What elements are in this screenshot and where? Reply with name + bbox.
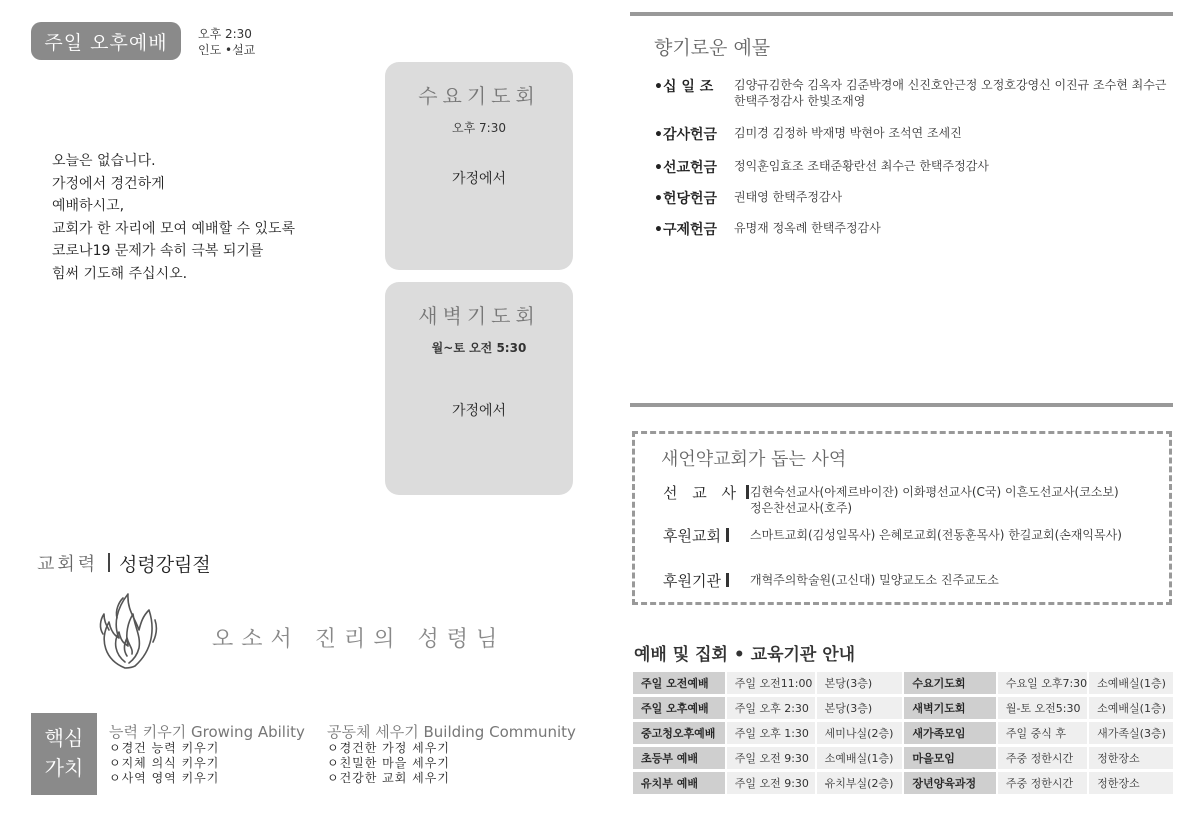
- ministry-label-text: 후원기관: [663, 572, 721, 590]
- schedule-time: 주일 오전 9:30: [727, 772, 815, 794]
- schedule-table: [631, 669, 1175, 797]
- core-values-label-line1: 핵심: [44, 726, 84, 750]
- schedule-place: 본당(3층): [817, 697, 903, 719]
- schedule-time: 주일 중식 후: [998, 722, 1087, 744]
- table-row: [633, 697, 1173, 719]
- dawn-prayer-place: 가정에서: [451, 403, 507, 419]
- church-calendar-label: 교회력: [37, 554, 99, 575]
- offering-label: •구제헌금: [654, 222, 718, 238]
- schedule-place: 본당(3층): [817, 672, 903, 694]
- schedule-time: 주일 오전 9:30: [727, 747, 815, 769]
- offering-names: 정익훈임효조 조태준황란선 최수근 한택주정감사: [734, 159, 989, 173]
- divider: [746, 485, 749, 499]
- schedule-event: 새가족모임: [904, 722, 995, 744]
- afternoon-service-info: [198, 26, 255, 58]
- value-group-list: [327, 741, 450, 786]
- flame-icon: [95, 588, 161, 672]
- schedule-title: 예배 및 집회 • 교육기관 안내: [634, 645, 856, 665]
- value-item: ㅇ지체 의식 키우기: [109, 756, 220, 770]
- schedule-time: 주중 정한시간: [998, 772, 1087, 794]
- schedule-event: 초등부 예배: [633, 747, 725, 769]
- schedule-place: 정한장소: [1089, 772, 1173, 794]
- dawn-prayer-title: 새벽기도회: [418, 304, 540, 328]
- offering-label: •감사헌금: [654, 127, 718, 143]
- schedule-place: 소예배실(1층): [1089, 697, 1173, 719]
- table-row: [633, 772, 1173, 794]
- schedule-event: 마을모임: [904, 747, 995, 769]
- dawn-prayer-time: 월~토 오전 5:30: [431, 341, 527, 355]
- schedule-place: 정한장소: [1089, 747, 1173, 769]
- value-group-heading: 공동체 세우기 Building Community: [327, 723, 576, 741]
- schedule-place: 소예배실(1층): [1089, 672, 1173, 694]
- schedule-event: 수요기도회: [904, 672, 995, 694]
- message-line: 교회가 한 자리에 모여 예배할 수 있도록: [52, 220, 296, 237]
- ministry-row: [663, 570, 1143, 591]
- value-item: ㅇ사역 영역 키우기: [109, 771, 220, 785]
- message-line: 코로나19 문제가 속히 극복 되기를: [52, 243, 264, 259]
- offering-names: 권태영 한택주정감사: [734, 190, 843, 204]
- offering-row: [654, 157, 1174, 177]
- offerings-title: 향기로운 예물: [654, 37, 771, 59]
- schedule-time: 주일 오전11:00: [727, 672, 815, 694]
- value-item: ㅇ경건한 가정 세우기: [327, 741, 450, 755]
- wednesday-prayer-place: 가정에서: [451, 171, 507, 187]
- schedule-place: 새가족실(3층): [1089, 722, 1173, 744]
- schedule-place: 세미나실(2층): [817, 722, 903, 744]
- ministry-names: 스마트교회(김성일목사) 은혜로교회(전동훈목사) 한길교회(손재익목사): [750, 528, 1122, 542]
- offering-label: •선교헌금: [654, 160, 718, 176]
- offering-row: [654, 188, 1174, 208]
- table-row: [633, 722, 1173, 744]
- divider: [726, 528, 729, 542]
- ministry-row: [663, 525, 1143, 546]
- table-row: [633, 672, 1173, 694]
- offering-names: 김양규김한숙 김옥자 김준박경애 신진호안근정 오정호강영신 이진규 조수현 최수근 한택주정감사 한빛조재영: [734, 78, 1167, 108]
- offering-row: [654, 124, 1174, 144]
- offering-names: 김미경 김정하 박재명 박현아 조석연 조세진: [734, 126, 962, 140]
- schedule-time: 수요일 오후7:30: [998, 672, 1087, 694]
- schedule-event: 중고청오후예배: [633, 722, 725, 744]
- divider: [726, 573, 729, 587]
- ministry-names: 개혁주의학술원(고신대) 밀양교도소 진주교도소: [750, 573, 999, 587]
- wednesday-prayer-time: 오후 7:30: [452, 121, 506, 135]
- schedule-time: 주일 오후 1:30: [727, 722, 815, 744]
- afternoon-service-title: 주일 오후예배: [31, 22, 181, 60]
- offering-names: 유명재 정옥례 한택주정감사: [734, 221, 881, 235]
- schedule-event: 유치부 예배: [633, 772, 725, 794]
- message-line: 가정에서 경건하게: [52, 175, 165, 192]
- core-values-label-line2: 가치: [44, 756, 84, 780]
- ministries-title: 새언약교회가 돕는 사역: [661, 449, 847, 470]
- schedule-time: 주중 정한시간: [998, 747, 1087, 769]
- schedule-place: 소예배실(1층): [817, 747, 903, 769]
- message-line: 예배하시고,: [52, 198, 125, 214]
- schedule-event: 장년양육과정: [904, 772, 995, 794]
- ministry-label-text: 선 교 사: [663, 484, 742, 502]
- ministry-label: [663, 525, 750, 546]
- calendar-slogan: 오소서 진리의 성령님: [212, 627, 506, 652]
- value-group-list: [109, 741, 219, 786]
- ministry-row: [663, 482, 1143, 516]
- church-calendar-title: 성령강림절: [119, 554, 211, 576]
- divider: [108, 553, 110, 572]
- offering-label: •헌당헌금: [654, 191, 718, 207]
- afternoon-service-message: [52, 150, 295, 285]
- schedule-place: 유치부실(2층): [817, 772, 903, 794]
- value-group-heading: 능력 키우기 Growing Ability: [109, 723, 305, 741]
- message-line: 오늘은 없습니다.: [52, 153, 156, 169]
- top-divider: [630, 12, 1173, 16]
- schedule-time: 월-토 오전5:30: [998, 697, 1087, 719]
- ministry-label-text: 후원교회: [663, 527, 721, 545]
- afternoon-service-time: 오후 2:30: [198, 27, 252, 41]
- afternoon-service-leader: 인도 •설교: [198, 43, 256, 57]
- wednesday-prayer-box: [385, 62, 573, 270]
- schedule-event: 주일 오후예배: [633, 697, 725, 719]
- core-values-label: [31, 713, 97, 795]
- message-line: 힘써 기도해 주십시오.: [52, 265, 188, 282]
- ministry-label: [663, 570, 750, 591]
- schedule-event: 새벽기도회: [904, 697, 995, 719]
- offering-row: [654, 219, 1174, 239]
- ministry-names: 김현숙선교사(아제르바이잔) 이화평선교사(C국) 이흔도선교사(코소보) 정은찬선교사(호주): [750, 485, 1119, 515]
- offering-row: [654, 76, 1174, 109]
- table-row: [633, 747, 1173, 769]
- ministry-label: [663, 482, 750, 516]
- value-item: ㅇ친밀한 마을 세우기: [327, 756, 450, 770]
- schedule-event: 주일 오전예배: [633, 672, 725, 694]
- value-item: ㅇ건강한 교회 세우기: [327, 771, 450, 785]
- value-item: ㅇ경건 능력 키우기: [109, 741, 220, 755]
- offering-label: •십 일 조: [654, 79, 714, 95]
- middle-divider: [630, 403, 1173, 407]
- dawn-prayer-box: [385, 282, 573, 495]
- wednesday-prayer-title: 수요기도회: [418, 84, 540, 108]
- schedule-time: 주일 오후 2:30: [727, 697, 815, 719]
